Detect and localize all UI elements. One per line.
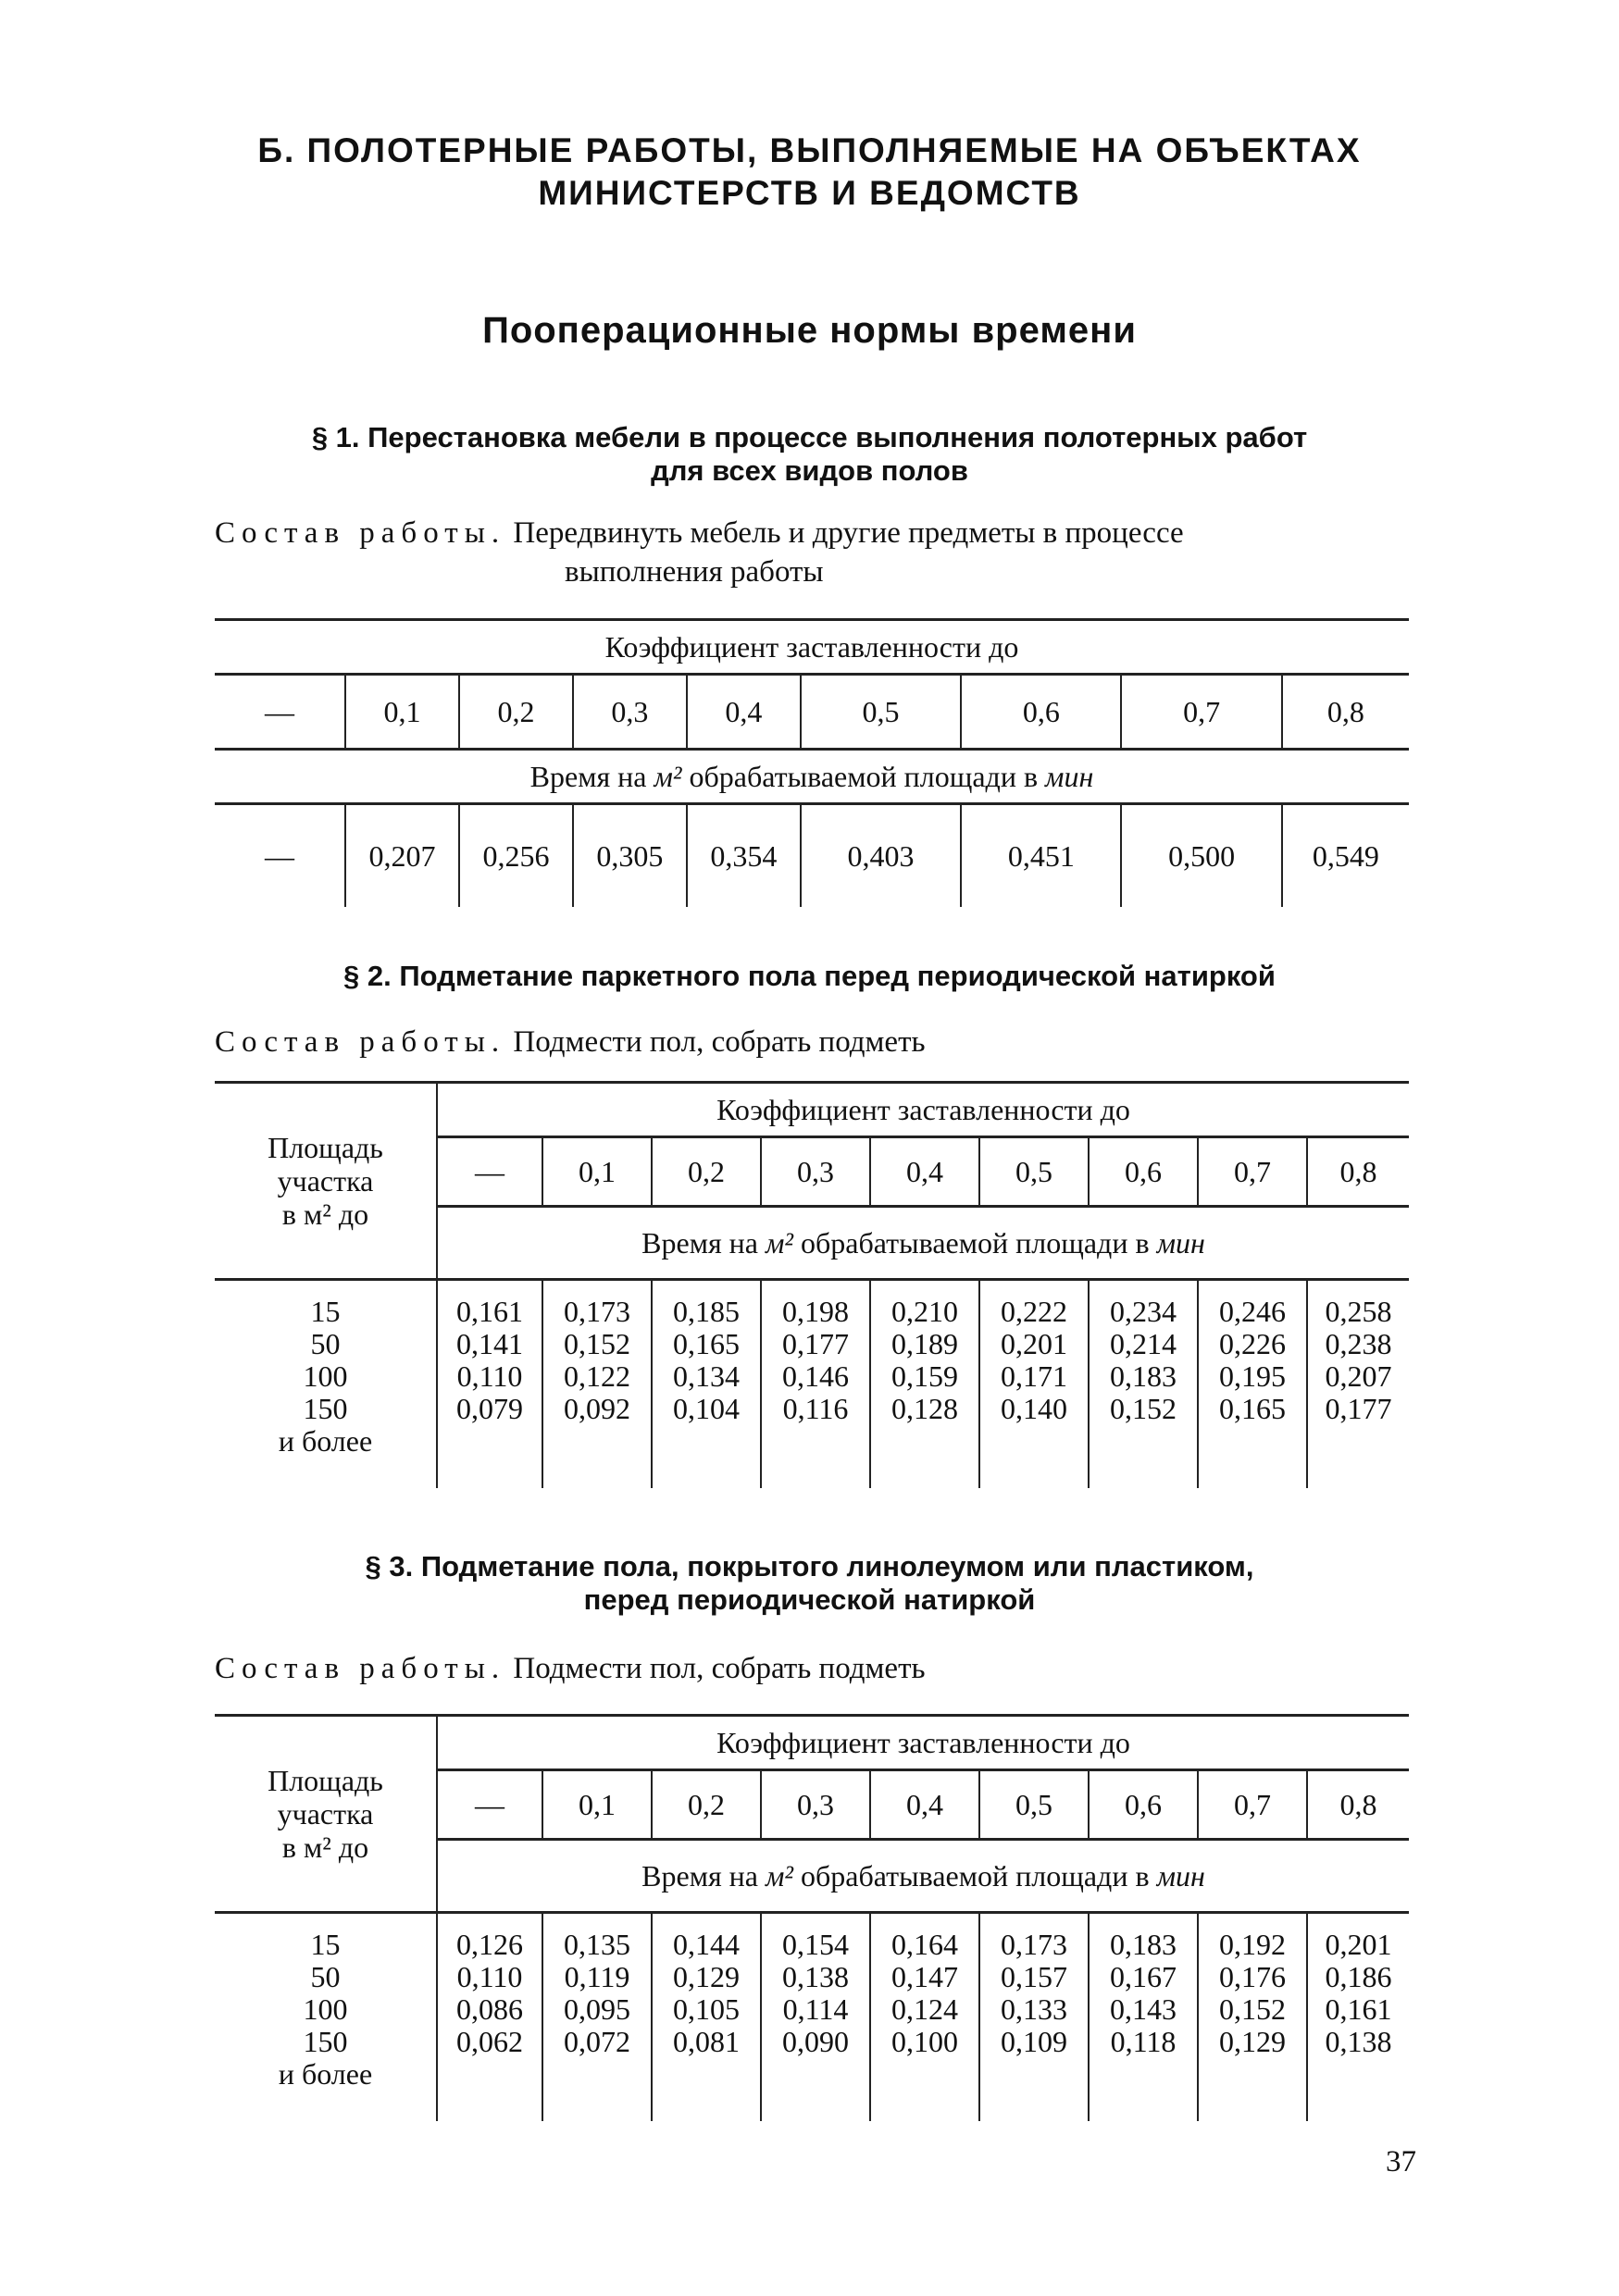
section-heading bbox=[0, 130, 1619, 215]
s2-values-column: 0,210 0,189 0,159 0,128 bbox=[870, 1280, 979, 1489]
s2-area-cell: 15 50 100 150 и более bbox=[215, 1280, 437, 1489]
s2-coef-cell: — bbox=[437, 1137, 542, 1207]
s1-value-cell: 0,403 bbox=[801, 804, 961, 908]
s2-coef-cell: 0,6 bbox=[1089, 1137, 1198, 1207]
s3-coef-cell: 0,4 bbox=[870, 1770, 979, 1840]
section-heading-line1: Б. ПОЛОТЕРНЫЕ РАБОТЫ, ВЫПОЛНЯЕМЫЕ НА ОБЪЕКТАХ bbox=[257, 131, 1362, 169]
s2-coef-cell: 0,7 bbox=[1198, 1137, 1307, 1207]
s1-time-caption: Время на м² обрабатываемой площади в мин bbox=[215, 750, 1409, 804]
s2-coef-cell: 0,5 bbox=[979, 1137, 1089, 1207]
section-heading-line2: МИНИСТЕРСТВ И ВЕДОМСТВ bbox=[538, 174, 1081, 212]
s3-table bbox=[215, 1714, 1409, 2121]
s1-coef-cell: 0,1 bbox=[345, 675, 459, 750]
s3-coef-cell: 0,5 bbox=[979, 1770, 1089, 1840]
s3-values-column: 0,135 0,119 0,095 0,072 bbox=[542, 1913, 652, 2122]
s1-title-line1: § 1. Перестановка мебели в процессе выполнения полотерных работ bbox=[311, 421, 1308, 453]
s3-values-column: 0,183 0,167 0,143 0,118 bbox=[1089, 1913, 1198, 2122]
s2-table bbox=[215, 1081, 1409, 1488]
s3-values-column: 0,192 0,176 0,152 0,129 bbox=[1198, 1913, 1307, 2122]
s1-value-cell: 0,207 bbox=[345, 804, 459, 908]
s3-area-header: Площадь участка в м² до bbox=[215, 1716, 437, 1913]
s1-title bbox=[0, 421, 1619, 488]
s3-coef-cell: 0,8 bbox=[1307, 1770, 1409, 1840]
s1-value-cell: 0,305 bbox=[573, 804, 687, 908]
s1-value-cell: 0,549 bbox=[1282, 804, 1409, 908]
s1-coef-cell: 0,7 bbox=[1121, 675, 1281, 750]
s1-coef-cell: 0,4 bbox=[687, 675, 801, 750]
s3-values-column: 0,201 0,186 0,161 0,138 bbox=[1307, 1913, 1409, 2122]
s1-value-cell: 0,256 bbox=[459, 804, 573, 908]
s3-composition bbox=[215, 1649, 1409, 1688]
s2-values-column: 0,258 0,238 0,207 0,177 bbox=[1307, 1280, 1409, 1489]
s1-coef-cell: 0,3 bbox=[573, 675, 687, 750]
s1-table bbox=[215, 618, 1409, 907]
s3-data-row bbox=[215, 1913, 1409, 2122]
s3-title bbox=[0, 1550, 1619, 1617]
s2-composition bbox=[215, 1023, 1409, 1061]
s3-values-column: 0,126 0,110 0,086 0,062 bbox=[437, 1913, 542, 2122]
s1-coef-cell: 0,6 bbox=[961, 675, 1121, 750]
s2-values-column: 0,198 0,177 0,146 0,116 bbox=[761, 1280, 870, 1489]
s1-coef-cell: 0,2 bbox=[459, 675, 573, 750]
s3-values-column: 0,154 0,138 0,114 0,090 bbox=[761, 1913, 870, 2122]
s1-composition bbox=[215, 514, 1409, 591]
s3-values-column: 0,173 0,157 0,133 0,109 bbox=[979, 1913, 1089, 2122]
s3-time-caption: Время на м² обрабатываемой площади в мин bbox=[437, 1840, 1409, 1913]
s2-values-column: 0,161 0,141 0,110 0,079 bbox=[437, 1280, 542, 1489]
s3-title-line2: перед периодической натиркой bbox=[583, 1583, 1036, 1616]
s2-coef-caption: Коэффициент заставленности до bbox=[437, 1083, 1409, 1137]
s2-area-header: Площадь участка в м² до bbox=[215, 1083, 437, 1280]
s1-coef-caption: Коэффициент заставленности до bbox=[215, 620, 1409, 675]
s2-time-caption: Время на м² обрабатываемой площади в мин bbox=[437, 1207, 1409, 1280]
s3-coef-caption: Коэффициент заставленности до bbox=[437, 1716, 1409, 1770]
s2-coef-cell: 0,4 bbox=[870, 1137, 979, 1207]
s3-coef-cell: 0,6 bbox=[1089, 1770, 1198, 1840]
s2-data-row bbox=[215, 1280, 1409, 1489]
s1-coef-cell: 0,8 bbox=[1282, 675, 1409, 750]
s2-values-column: 0,234 0,214 0,183 0,152 bbox=[1089, 1280, 1198, 1489]
s2-coef-cell: 0,1 bbox=[542, 1137, 652, 1207]
s2-values-column: 0,185 0,165 0,134 0,104 bbox=[652, 1280, 761, 1489]
s1-values-row bbox=[215, 804, 1409, 908]
s2-values-column: 0,246 0,226 0,195 0,165 bbox=[1198, 1280, 1307, 1489]
page-subtitle: Пооперационные нормы времени bbox=[482, 310, 1137, 351]
s2-composition-text: Подмести пол, собрать подметь bbox=[513, 1025, 926, 1059]
s1-coef-cell: — bbox=[215, 675, 345, 750]
s2-coef-cell: 0,8 bbox=[1307, 1137, 1409, 1207]
s1-composition-label: Состав работы. bbox=[215, 516, 506, 550]
s2-values-column: 0,222 0,201 0,171 0,140 bbox=[979, 1280, 1089, 1489]
s1-value-cell: — bbox=[215, 804, 345, 908]
s2-title: § 2. Подметание паркетного пола перед периодической натиркой bbox=[343, 960, 1276, 992]
s3-coef-cell: 0,7 bbox=[1198, 1770, 1307, 1840]
s2-coef-cell: 0,3 bbox=[761, 1137, 870, 1207]
s1-composition-text1: Передвинуть мебель и другие предметы в процессе bbox=[513, 516, 1184, 550]
page-number: 37 bbox=[1386, 2145, 1416, 2178]
s3-values-column: 0,144 0,129 0,105 0,081 bbox=[652, 1913, 761, 2122]
s1-title-line2: для всех видов полов bbox=[651, 454, 968, 487]
s3-area-cell: 15 50 100 150 и более bbox=[215, 1913, 437, 2122]
s1-coef-row bbox=[215, 675, 1409, 750]
s3-coef-cell: 0,2 bbox=[652, 1770, 761, 1840]
s1-composition-text2: выполнения работы bbox=[565, 555, 824, 589]
s2-coef-cell: 0,2 bbox=[652, 1137, 761, 1207]
s3-values-column: 0,164 0,147 0,124 0,100 bbox=[870, 1913, 979, 2122]
s2-composition-label: Состав работы. bbox=[215, 1025, 506, 1059]
s3-title-line1: § 3. Подметание пола, покрытого линолеумом или пластиком, bbox=[365, 1550, 1254, 1582]
s1-coef-cell: 0,5 bbox=[801, 675, 961, 750]
s2-values-column: 0,173 0,152 0,122 0,092 bbox=[542, 1280, 652, 1489]
s1-value-cell: 0,354 bbox=[687, 804, 801, 908]
s3-coef-cell: 0,3 bbox=[761, 1770, 870, 1840]
s1-value-cell: 0,451 bbox=[961, 804, 1121, 908]
s3-composition-label: Состав работы. bbox=[215, 1652, 506, 1685]
s3-coef-cell: 0,1 bbox=[542, 1770, 652, 1840]
s3-composition-text: Подмести пол, собрать подметь bbox=[513, 1652, 926, 1685]
s1-value-cell: 0,500 bbox=[1121, 804, 1281, 908]
s3-coef-cell: — bbox=[437, 1770, 542, 1840]
